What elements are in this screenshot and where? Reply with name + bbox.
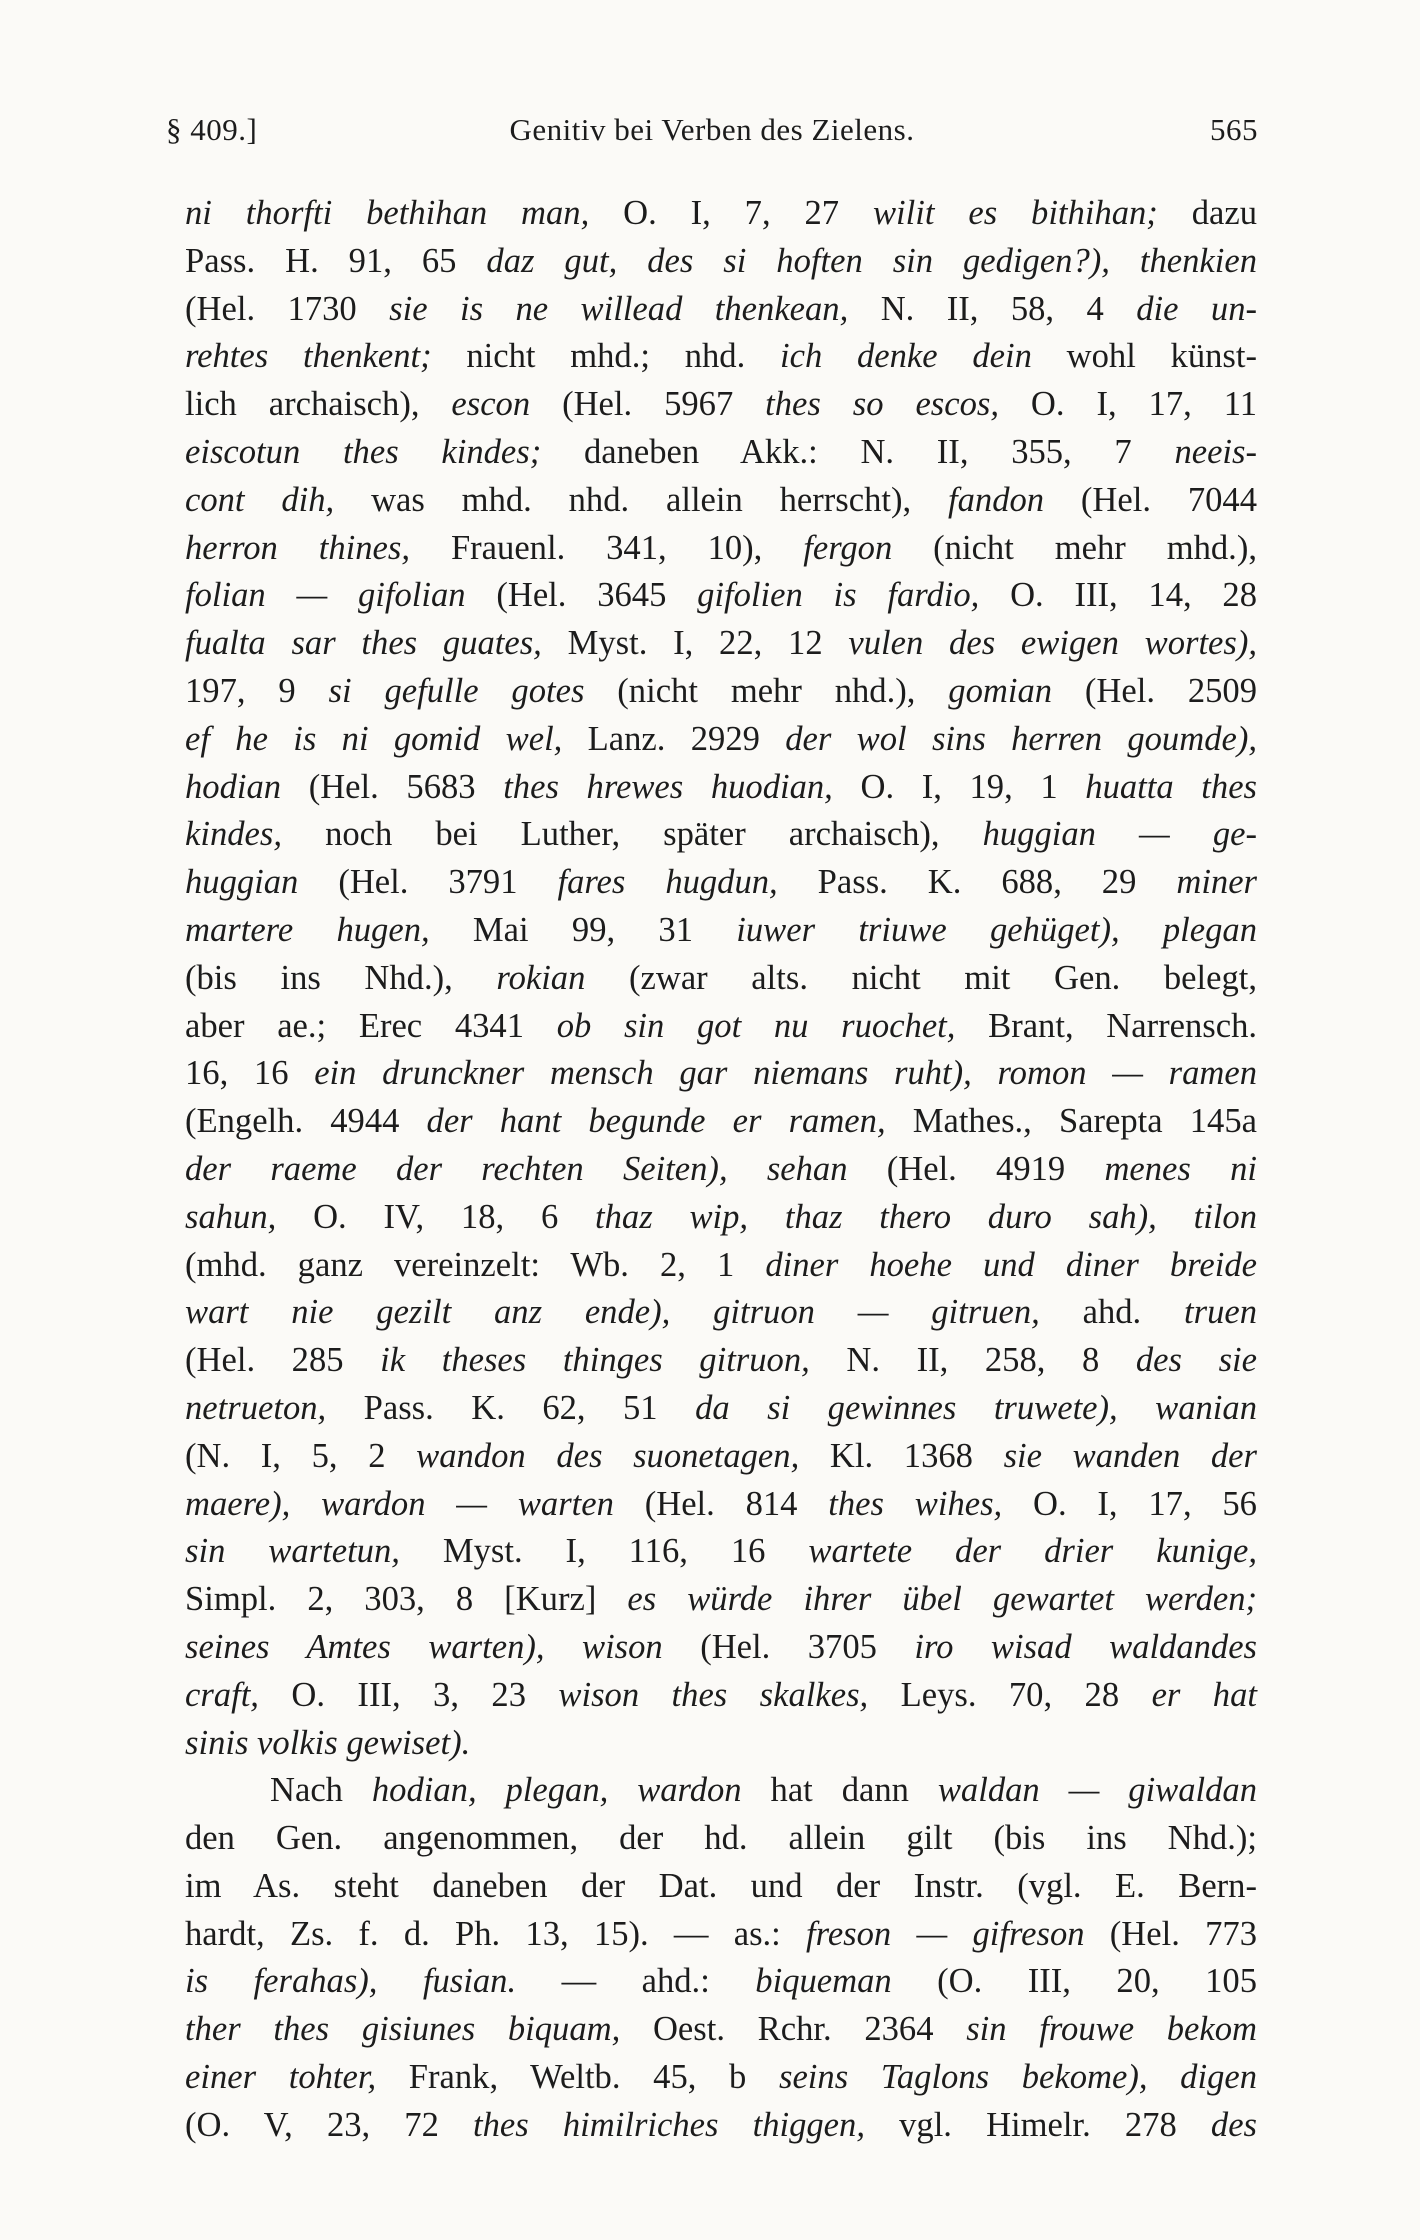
text-segment: den Gen. angenommen, der hd. allein gilt (bis ins Nhd.); <box>185 1819 1257 1858</box>
running-title: Genitiv bei Verben des Zielens. <box>509 112 915 147</box>
text-segment: im As. steht daneben der Dat. und der Instr. (vgl. E. Bern- <box>185 1866 1257 1905</box>
text-line <box>185 1481 1257 1529</box>
italic-citation: thaz wip, thaz thero duro sah), tilon <box>595 1197 1258 1236</box>
italic-citation: escon <box>451 385 563 424</box>
text-segment: (mhd. ganz vereinzelt: Wb. 2, 1 <box>185 1245 766 1284</box>
text-line <box>185 572 1257 620</box>
italic-citation: huggian <box>185 863 339 902</box>
italic-citation: folian — gifolian <box>185 576 497 615</box>
italic-citation: wison thes skalkes, <box>558 1675 901 1714</box>
text-line <box>185 525 1257 573</box>
text-line <box>185 286 1257 334</box>
text-segment: Oest. Rchr. 2364 <box>652 2010 967 2049</box>
text-segment: O. I, 19, 1 <box>860 767 1086 806</box>
text-line <box>185 1624 1257 1672</box>
italic-citation: ob sin got nu ruochet, <box>556 1006 989 1045</box>
italic-citation: ik theses thinges gitruon, <box>380 1341 847 1380</box>
text-segment: (Hel. 5967 <box>562 385 766 424</box>
text-segment: (Hel. 773 <box>1109 1914 1257 1953</box>
italic-citation: sahun, <box>185 1197 314 1236</box>
italic-citation: gifolien is fardio, <box>697 576 1011 615</box>
text-line <box>185 333 1257 381</box>
text-segment: O. I, 7, 27 <box>623 194 873 232</box>
italic-citation: fandon <box>948 480 1081 519</box>
text-line <box>185 2054 1257 2102</box>
text-line <box>185 1242 1257 1290</box>
text-segment: O. IV, 18, 6 <box>313 1197 596 1236</box>
italic-citation: gomian <box>948 671 1085 710</box>
italic-citation: des sie <box>1135 1341 1257 1380</box>
italic-citation: wandon des suonetagen, <box>416 1436 830 1475</box>
italic-citation: diner hoehe und diner breide <box>765 1245 1257 1284</box>
text-line <box>185 907 1257 955</box>
italic-citation: neeis- <box>1174 432 1257 471</box>
body-text <box>185 190 1257 2150</box>
italic-citation: hodian, plegan, wardon <box>371 1771 771 1810</box>
text-segment: Frauenl. 341, 10), <box>450 528 804 567</box>
text-segment: 16, 16 <box>185 1054 315 1093</box>
italic-citation: thes so escos, <box>765 385 1031 424</box>
italic-citation: iuwer triuwe gehüget), plegan <box>736 910 1257 949</box>
italic-citation: martere hugen, <box>185 910 473 949</box>
italic-citation: der wol sins herren goumde), <box>785 719 1257 758</box>
italic-citation: hodian <box>185 767 309 806</box>
italic-citation: da si gewinnes truwete), wanian <box>695 1388 1257 1427</box>
text-line <box>185 1911 1257 1959</box>
text-segment: Lanz. 2929 <box>587 719 786 758</box>
italic-citation: fualta sar thes guates, <box>185 624 568 663</box>
text-segment: (nicht mehr mhd.), <box>933 528 1257 567</box>
text-line <box>185 1003 1257 1051</box>
italic-citation: huggian — ge- <box>982 815 1257 854</box>
text-segment: (Hel. 5683 <box>308 767 504 806</box>
italic-citation: der raeme der rechten Seiten), sehan <box>185 1149 887 1188</box>
text-line <box>185 1289 1257 1337</box>
text-segment: Mathes., Sarepta 145a <box>912 1102 1257 1141</box>
italic-citation: thes wihes, <box>828 1484 1033 1523</box>
text-segment: daneben Akk.: N. II, 355, 7 <box>583 432 1175 471</box>
italic-citation: seines Amtes warten), wison <box>185 1627 701 1666</box>
italic-citation: craft, <box>185 1675 292 1714</box>
text-line <box>185 238 1257 286</box>
italic-citation: waldan — giwaldan <box>937 1771 1258 1810</box>
italic-citation: er hat <box>1151 1675 1257 1714</box>
text-segment: noch bei Luther, später archaisch), <box>325 815 983 854</box>
italic-citation: menes ni <box>1104 1149 1257 1188</box>
text-line <box>185 1337 1257 1385</box>
italic-citation: maere), wardon — warten <box>185 1484 645 1523</box>
text-line <box>185 1863 1257 1911</box>
text-segment: (Hel. 285 <box>185 1341 381 1380</box>
text-segment: Myst. I, 116, 16 <box>442 1532 809 1571</box>
text-segment: (Hel. 3791 <box>338 863 558 902</box>
text-segment: Pass. H. 91, 65 <box>185 241 487 280</box>
italic-citation: ich denke dein <box>779 337 1067 376</box>
text-segment: N. II, 58, 4 <box>880 289 1137 328</box>
text-segment: dazu <box>1191 194 1257 232</box>
text-line <box>185 1433 1257 1481</box>
text-segment: O. III, 3, 23 <box>291 1675 559 1714</box>
text-segment: (N. I, 5, 2 <box>185 1436 417 1475</box>
italic-citation: biqueman <box>755 1962 938 2001</box>
text-line <box>185 1528 1257 1576</box>
italic-citation: es würde ihrer übel gewartet werden; <box>627 1580 1258 1619</box>
text-line <box>185 955 1257 1003</box>
text-line <box>185 859 1257 907</box>
italic-citation: ef he is ni gomid wel, <box>185 719 588 758</box>
text-segment: (Hel. 4919 <box>886 1149 1105 1188</box>
text-segment: Pass. K. 62, 51 <box>363 1388 696 1427</box>
text-segment: (O. V, 23, 72 <box>185 2105 474 2144</box>
text-segment: Brant, Narrensch. <box>988 1006 1258 1045</box>
italic-citation: ni thorfti bethihan man, <box>185 194 624 232</box>
italic-citation: fergon <box>803 528 934 567</box>
text-segment: (Hel. 3645 <box>496 576 698 615</box>
text-segment: (Hel. 2509 <box>1084 671 1257 710</box>
text-line <box>185 668 1257 716</box>
italic-citation: thes himilriches thiggen, <box>473 2105 900 2144</box>
italic-citation: is ferahas), fusian. <box>185 1962 562 2001</box>
page-number: 565 <box>1210 112 1258 147</box>
italic-citation: ther thes gisiunes biquam, <box>185 2010 653 2049</box>
text-segment: — ahd.: <box>561 1962 756 2001</box>
italic-citation: sinis volkis gewiset). <box>185 1723 471 1762</box>
section-reference: § 409.] <box>166 112 258 147</box>
italic-citation: einer tohter, <box>185 2058 409 2097</box>
text-segment: (Hel. 814 <box>644 1484 829 1523</box>
text-segment: (Engelh. 4944 <box>185 1102 427 1141</box>
italic-citation: truen <box>1184 1293 1257 1332</box>
italic-citation: seins Taglons bekome), digen <box>779 2058 1257 2097</box>
italic-citation: rokian <box>496 958 629 997</box>
text-segment: Leys. 70, 28 <box>900 1675 1152 1714</box>
running-header <box>166 112 1258 162</box>
italic-citation: wilit es bithihan; <box>872 194 1192 232</box>
text-segment: (nicht mehr nhd.), <box>617 671 949 710</box>
text-line <box>185 1146 1257 1194</box>
text-segment: O. I, 17, 11 <box>1030 385 1257 424</box>
text-line <box>185 2006 1257 2054</box>
text-segment: Mai 99, 31 <box>472 910 737 949</box>
text-segment: Simpl. 2, 303, 8 [Kurz] <box>185 1580 628 1619</box>
text-segment: O. III, 14, 28 <box>1010 576 1258 615</box>
text-segment: Frank, Weltb. 45, b <box>408 2058 779 2097</box>
italic-citation: ein drunckner mensch gar niemans ruht), romon — ramen <box>314 1054 1258 1093</box>
text-segment: (Hel. 3705 <box>700 1627 915 1666</box>
italic-citation: kindes, <box>185 815 326 854</box>
text-segment: vgl. Himelr. 278 <box>899 2105 1211 2144</box>
italic-citation: herron thines, <box>185 528 451 567</box>
text-line <box>185 429 1257 477</box>
italic-citation: wart nie gezilt anz ende), gitruon — gitruen, <box>185 1293 1083 1332</box>
italic-citation: sin wartetun, <box>185 1532 443 1571</box>
text-line <box>185 190 1257 238</box>
italic-citation: si gefulle gotes <box>328 671 618 710</box>
italic-citation: wartete der drier kunige, <box>808 1532 1258 1571</box>
text-line <box>185 1720 1257 1768</box>
text-line <box>185 2102 1257 2150</box>
text-line <box>185 1576 1257 1624</box>
text-line <box>185 1050 1257 1098</box>
italic-citation: des <box>1210 2105 1257 2144</box>
italic-citation: eiscotun thes kindes; <box>185 432 584 471</box>
italic-citation: huatta thes <box>1085 767 1258 806</box>
text-segment: N. II, 258, 8 <box>846 1341 1136 1380</box>
text-segment: (zwar alts. nicht mit Gen. belegt, <box>629 958 1258 997</box>
text-line <box>185 381 1257 429</box>
italic-citation: sie wanden der <box>1003 1436 1257 1475</box>
text-line <box>185 1194 1257 1242</box>
italic-citation: der hant begunde er ramen, <box>426 1102 913 1141</box>
text-segment: lich archaisch), <box>185 385 452 424</box>
italic-citation: daz gut, des si hoften sin gedigen?), thenkien <box>486 241 1258 280</box>
text-segment: nicht mhd.; nhd. <box>466 337 780 376</box>
text-line <box>185 620 1257 668</box>
text-line <box>185 477 1257 525</box>
text-segment: hardt, Zs. f. d. Ph. 13, 15). — as.: <box>185 1914 807 1953</box>
italic-citation: thes hrewes huodian, <box>503 767 861 806</box>
italic-citation: sin frouwe bekom <box>966 2010 1257 2049</box>
text-segment: wohl künst- <box>1066 337 1257 376</box>
text-segment: Nach <box>270 1771 372 1810</box>
text-line <box>185 1098 1257 1146</box>
italic-citation: vulen des ewigen wortes), <box>848 624 1258 663</box>
italic-citation: miner <box>1176 863 1258 902</box>
italic-citation: fares hugdun, <box>557 863 818 902</box>
text-segment: (bis ins Nhd.), <box>185 958 497 997</box>
text-line <box>185 1672 1257 1720</box>
italic-citation: cont dih, <box>185 480 372 519</box>
italic-citation: netrueton, <box>185 1388 364 1427</box>
text-line <box>185 1767 1257 1815</box>
text-segment: (Hel. 1730 <box>185 289 390 328</box>
text-line <box>185 764 1257 812</box>
text-segment: 197, 9 <box>185 671 329 710</box>
text-segment: O. I, 17, 56 <box>1032 1484 1257 1523</box>
text-segment: Myst. I, 22, 12 <box>567 624 849 663</box>
text-segment: (O. III, 20, 105 <box>937 1962 1258 2001</box>
text-segment: was mhd. nhd. allein herrscht), <box>371 480 949 519</box>
text-line <box>185 716 1257 764</box>
italic-citation: die un- <box>1136 289 1258 328</box>
italic-citation: sie is ne willead thenkean, <box>389 289 881 328</box>
italic-citation: freson — gifreson <box>806 1914 1110 1953</box>
text-segment: aber ae.; Erec 4341 <box>185 1006 557 1045</box>
text-line <box>185 1815 1257 1863</box>
italic-citation: iro wisad waldandes <box>914 1627 1258 1666</box>
text-segment: (Hel. 7044 <box>1080 480 1258 519</box>
text-segment: hat dann <box>770 1771 938 1810</box>
italic-citation: rehtes thenkent; <box>185 337 467 376</box>
text-segment: Kl. 1368 <box>829 1436 1004 1475</box>
text-line <box>185 1958 1257 2006</box>
text-segment: Pass. K. 688, 29 <box>817 863 1177 902</box>
text-line <box>185 811 1257 859</box>
text-segment: ahd. <box>1082 1293 1184 1332</box>
text-line <box>185 1385 1257 1433</box>
